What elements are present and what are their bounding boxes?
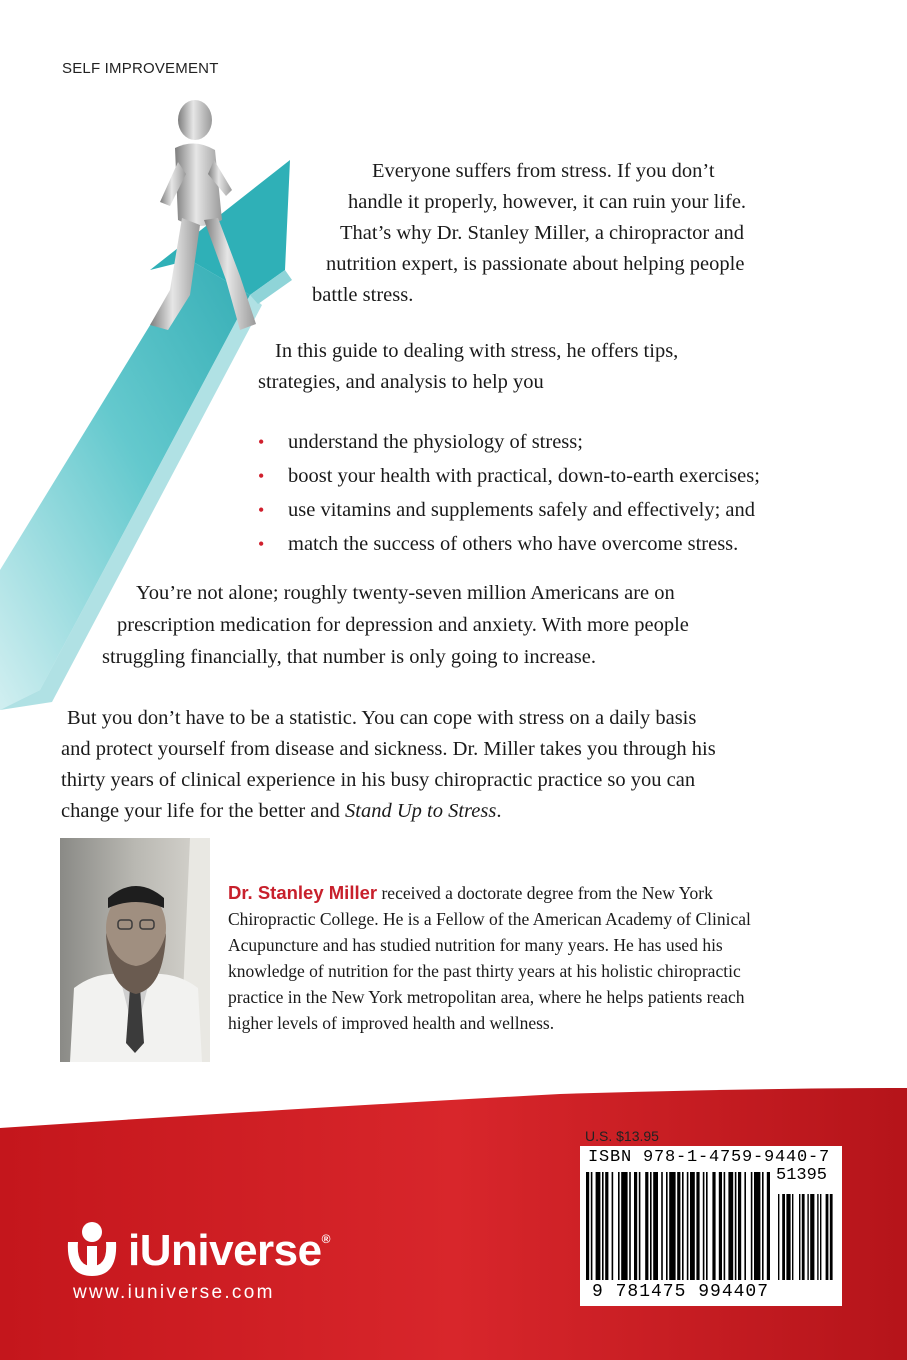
ean-barcode-bars (586, 1172, 836, 1282)
alone-line-1: You’re not alone; roughly twenty-seven million Americans are on (136, 582, 675, 604)
isbn-text: ISBN 978-1-4759-9440-7 (588, 1148, 831, 1167)
barcode (580, 1146, 842, 1306)
ean-digits: 9 781475 994407 (592, 1282, 770, 1302)
list-item: • boost your health with practical, down-to-earth exercises; (258, 459, 760, 493)
category-label: SELF IMPROVEMENT (62, 60, 219, 77)
intro-line-4: nutrition expert, is passionate about helping people (326, 253, 745, 275)
list-item: • match the success of others who have overcome stress. (258, 527, 760, 561)
bullet-icon: • (258, 500, 265, 520)
price-label: U.S. $13.95 (585, 1128, 659, 1144)
publisher-website[interactable]: www.iuniverse.com (73, 1282, 275, 1303)
alone-line-3: struggling financially, that number is only going to increase. (102, 646, 596, 668)
author-name: Dr. Stanley Miller (228, 882, 378, 903)
list-item: • understand the physiology of stress; (258, 425, 760, 459)
statistic-line-4: change your life for the better and Stand Up to Stress. (61, 800, 502, 822)
book-title: Stand Up to Stress (345, 800, 497, 822)
bullet-icon: • (258, 534, 265, 554)
statistic-line-2: and protect yourself from disease and sickness. Dr. Miller takes you through his (61, 738, 716, 760)
addon-digits: 51395 (776, 1166, 828, 1185)
list-item: • use vitamins and supplements safely and effectively; and (258, 493, 760, 527)
publisher-name: iUniverse® (128, 1226, 330, 1275)
bullet-icon: • (258, 466, 265, 486)
guide-line-1: In this guide to dealing with stress, he offers tips, (275, 340, 679, 362)
alone-line-2: prescription medication for depression and anxiety. With more people (117, 614, 689, 636)
author-photo (60, 838, 210, 1062)
author-bio: Dr. Stanley Miller received a doctorate degree from the New York Chiropractic College. He is a Fellow of the American Academy of Clinical Acupuncture and has studied nutrition for many years. He has used his knowledge of nutrition for the past thirty years at his holistic chiropractic practice in the New York metropolitan area, where he helps patients reach higher levels of improved health and wellness. (228, 882, 751, 1033)
intro-line-5: battle stress. (312, 284, 414, 306)
iuniverse-logo-icon (62, 1220, 124, 1278)
intro-line-1: Everyone suffers from stress. If you don’t (372, 160, 715, 182)
benefit-list (258, 425, 760, 561)
intro-line-2: handle it properly, however, it can ruin your life. (348, 191, 747, 213)
intro-line-3: That’s why Dr. Stanley Miller, a chiropractor and (340, 222, 744, 244)
statistic-line-1: But you don’t have to be a statistic. You can cope with stress on a daily basis (67, 707, 697, 729)
statistic-line-3: thirty years of clinical experience in his busy chiropractic practice so you can (61, 769, 696, 791)
guide-line-2: strategies, and analysis to help you (258, 371, 544, 393)
bullet-icon: • (258, 432, 265, 452)
